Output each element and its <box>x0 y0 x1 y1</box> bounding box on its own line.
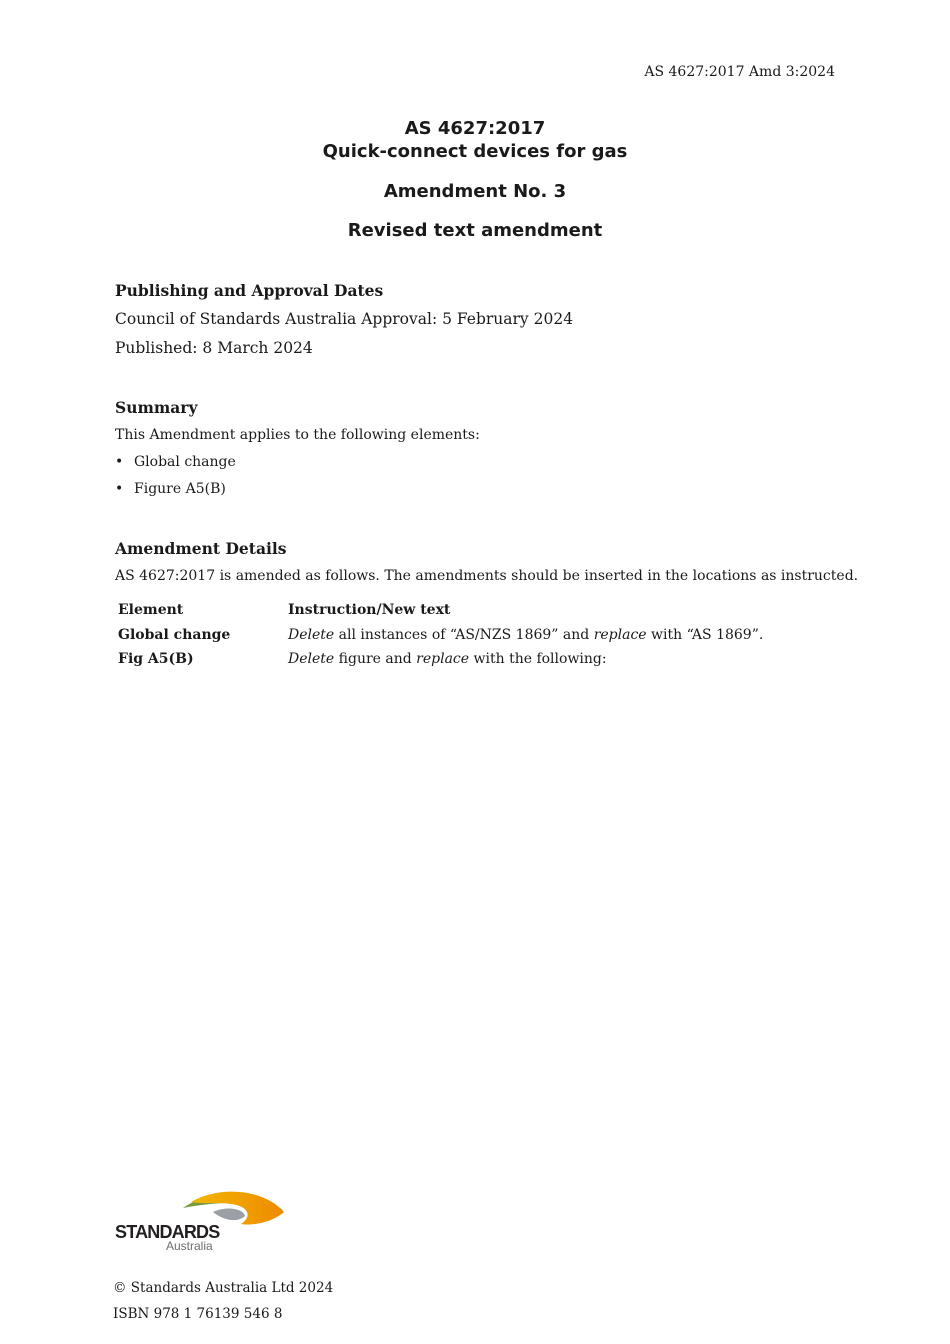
amendment-type: Revised text amendment <box>347 220 603 241</box>
details-heading: Amendment Details <box>115 539 287 558</box>
publishing-heading: Publishing and Approval Dates <box>115 281 384 300</box>
instruction-cell: Delete all instances of “AS/NZS 1869” and replace with “AS 1869”. <box>288 626 764 643</box>
copyright: © Standards Australia Ltd 2024 <box>113 1280 334 1296</box>
summary-intro: This Amendment applies to the following elements: <box>115 427 480 443</box>
details-intro: AS 4627:2017 is amended as follows. The amendments should be inserted in the locations as instructed. <box>115 568 859 584</box>
standard-number: AS 4627:2017 <box>404 118 546 139</box>
table-row <box>115 647 766 672</box>
published-date: Published: 8 March 2024 <box>115 339 313 357</box>
standards-australia-logo <box>113 1188 288 1252</box>
amendment-number: Amendment No. 3 <box>383 181 567 202</box>
table-header-row <box>115 598 766 623</box>
summary-heading: Summary <box>115 398 198 417</box>
bullet-icon: • <box>115 481 124 497</box>
logo-word-standards: STANDARDS <box>115 1222 220 1242</box>
approval-date: Council of Standards Australia Approval: 5 February 2024 <box>115 310 574 328</box>
standard-title: Quick-connect devices for gas <box>322 141 628 162</box>
isbn: ISBN 978 1 76139 546 8 <box>113 1306 283 1322</box>
title-block <box>0 117 950 242</box>
list-item: • Figure A5(B) <box>115 481 226 497</box>
table-row <box>115 623 766 648</box>
element-cell: Fig A5(B) <box>118 651 194 668</box>
column-header-instruction: Instruction/New text <box>288 602 451 619</box>
amendment-table <box>115 598 766 672</box>
logo-word-australia: Australia <box>166 1239 213 1252</box>
element-cell: Global change <box>118 626 231 643</box>
column-header-element: Element <box>118 602 184 619</box>
document-reference: AS 4627:2017 Amd 3:2024 <box>644 64 835 80</box>
instruction-cell: Delete figure and replace with the following: <box>288 651 607 668</box>
list-item: • Global change <box>115 454 236 470</box>
bullet-icon: • <box>115 454 124 470</box>
logo-arc-grey <box>213 1209 245 1221</box>
